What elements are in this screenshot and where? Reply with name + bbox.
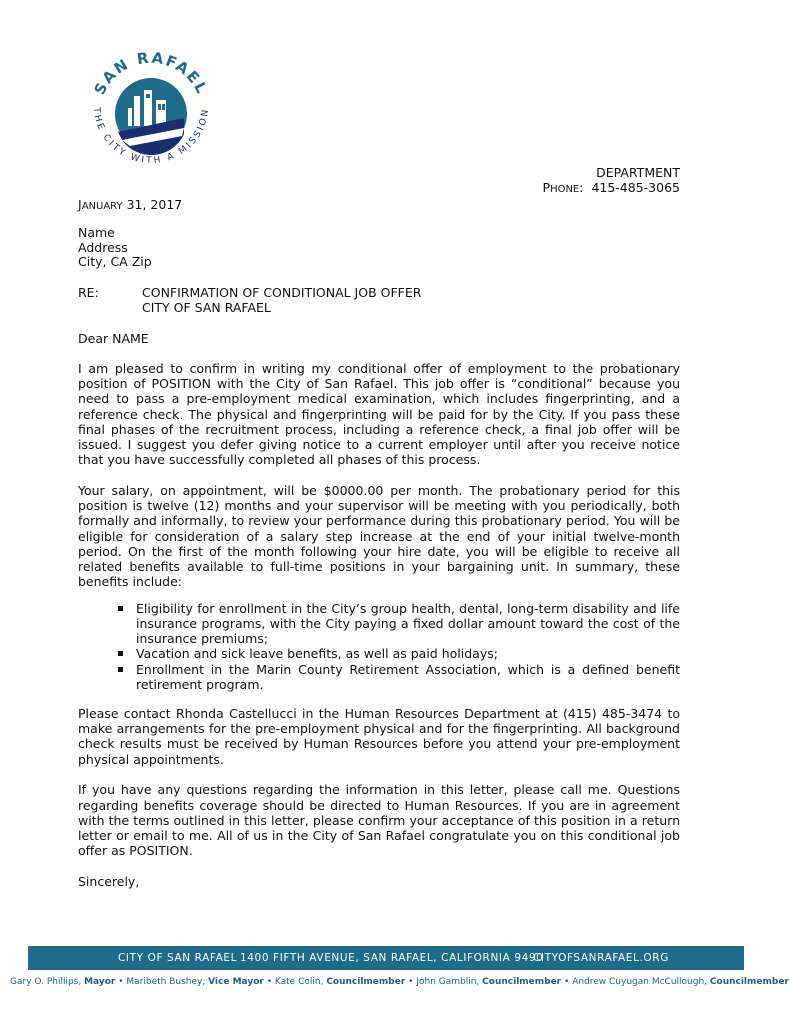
bullet-square-icon (118, 606, 123, 611)
subject-line-2: CITY OF SAN RAFAEL (142, 299, 271, 315)
san-rafael-logo (86, 44, 216, 174)
phone-line: PHONE: 415-485-3065 (542, 180, 680, 195)
recipient-city: City, CA Zip (78, 254, 152, 269)
list-item: Enrollment in the Marin County Retirement Association, which is a defined benefit retirement program. (136, 662, 680, 692)
greeting: Dear NAME (78, 331, 149, 346)
footer-address: 1400 FIFTH AVENUE, SAN RAFAEL, CALIFORNIA 9490 (240, 952, 544, 964)
footer-bar (28, 946, 744, 970)
bullet-square-icon (118, 651, 123, 656)
list-item: Vacation and sick leave benefits, as well as paid holidays; (136, 646, 680, 661)
paragraph-questions: If you have any questions regarding the information in this letter, please call me. Questions regarding benefits coverage should be directed to Human Resources. If you are in agreement with the terms outlined in this letter, please confirm your acceptance of this position in a return letter or email to me. All of us in the City of San Rafael congratulate you on this conditional job offer as POSITION. (78, 782, 680, 859)
department-block (543, 165, 680, 197)
logo-top-text: SAN RAFAEL (90, 48, 212, 98)
council-members: Gary O. Phillips, Mayor • Maribeth Bushey, Vice Mayor • Kate Colin, Councilmember • John Gamblin, Councilmember • Andrew Cuyugan McCullough, Councilmember (10, 977, 789, 987)
recipient-street: Address (78, 239, 128, 255)
phone-number: 415-485-3065 (591, 180, 680, 195)
closing: Sincerely, (78, 873, 140, 889)
benefits-list (78, 601, 680, 692)
footer-city: CITY OF SAN RAFAEL (118, 952, 238, 964)
logo-building (134, 96, 140, 126)
letter-body (78, 361, 680, 889)
re-label: RE: (78, 285, 99, 300)
paragraph-salary: Your salary, on appointment, will be $0000.00 per month. The probationary period for this position is twelve (12) months and your supervisor will be meeting with you periodically, both formally and informally, to review your performance during this probationary period. You will be eligible for consideration of a salary step increase at the end of your initial twelve-month period. On the first of the month following your hire date, you will be eligible to receive all related benefits available to full-time positions in your bargaining unit. In summary, these benefits include: (78, 482, 680, 590)
department-label: DEPARTMENT (596, 165, 680, 180)
paragraph-contact: Please contact Rhonda Castellucci in the Human Resources Department at (415) 485-3474 to make arrangements for the pre-employment physical and for the fingerprinting. All background check results must be received by Human Resources before you attend your pre-employment physical appointments. (78, 706, 680, 767)
logo-bottom-text: THE CITY WITH A MISSION (90, 106, 212, 167)
recipient-address (78, 226, 152, 270)
list-item: Eligibility for enrollment in the City’s group health, dental, long-term disability and life insurance programs, with the City paying a fixed dollar amount toward the cost of the insurance premiums; (136, 601, 680, 647)
footer-website: CITYOFSANRAFAEL.ORG (533, 952, 669, 964)
subject-line-1: CONFIRMATION OF CONDITIONAL JOB OFFER (142, 285, 422, 300)
bullet-square-icon (118, 667, 123, 672)
letter-date: JANUARY 31, 2017 (78, 197, 183, 212)
paragraph-offer: I am pleased to confirm in writing my conditional offer of employment to the probationary position of POSITION with the City of San Rafael. This job offer is “conditional” because you need to pass a pre-employment medical examination, which includes fingerprinting, and a reference check. The physical and fingerprinting will be paid for by the City. If you pass these final phases of the recruitment process, including a reference check, a final job offer will be issued. I suggest you defer giving notice to a current employer until after you receive notice that you have successfully completed all phases of this process. (78, 361, 680, 468)
recipient-name: Name (78, 225, 115, 240)
